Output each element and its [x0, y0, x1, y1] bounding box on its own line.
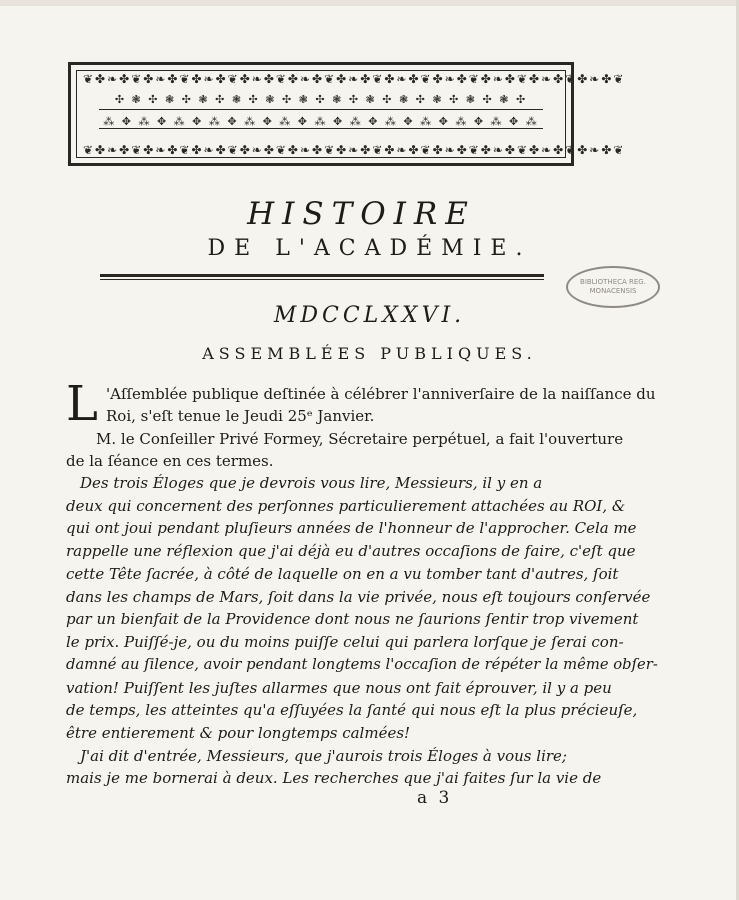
para1-line-1: 'Aſſemblée publique deſtinée à célébrer l'anniverſaire de la naiſſance du: [106, 385, 656, 403]
title-rule-thin: [100, 279, 544, 280]
para1-line-2: Roi, s'eſt tenue le Jeudi 25ᵉ Janvier.: [106, 407, 375, 425]
para2-line-2: de la ſéance en ces termes.: [66, 452, 274, 470]
speech-line: deux qui concernent des perſonnes particulierement attachées au ROI, &: [66, 497, 626, 515]
speech-line: J'ai dit d'entrée, Messieurs, que j'aurois trois Éloges à vous lire;: [80, 747, 567, 765]
speech-line: cette Tête ſacrée, à côté de laquelle on en a vu tomber tant d'autres, ſoit: [66, 565, 619, 583]
speech-line: damné au ſilence, avoir pendant longtems l'occaſion de répéter la même obſer-: [66, 656, 658, 673]
ornament-row-bottom: ❦✤❧✤❦✤❧✤❦✤❧✤❦✤❧✤❦✤❧✤❦✤❧✤❦✤❧✤❦✤❧✤❦✤❧✤❦✤❧✤❦✤❧✤❦: [83, 143, 626, 157]
speech-line: mais je me bornerai à deux. Les recherches que j'ai faites ſur la vie de: [66, 769, 602, 787]
drop-cap: L: [66, 376, 98, 432]
ornament-row-upper: ✣ ❃ ✣ ❃ ✣ ❃ ✣ ❃ ✣ ❃ ✣ ❃ ✣ ❃ ✣ ❃ ✣ ❃ ✣ ❃ ✣ ❃ ✣ ❃ ✣: [114, 93, 528, 106]
para2-line-1: M. le Conſeiller Privé Formey, Sécretaire perpétuel, a fait l'ouverture: [96, 430, 624, 448]
speech-line: par un bienfait de la Providence dont nous ne ſaurions ſentir trop vivement: [66, 610, 639, 628]
ornamental-headpiece: [68, 62, 626, 166]
speech-line: de temps, les atteintes qu'a eſſuyées la ſanté qui nous eſt la plus précieuſe,: [66, 701, 638, 719]
year-heading: MDCCLXXVI.: [273, 303, 466, 328]
page-title: HISTOIRE: [247, 196, 476, 232]
speech-line: vation! Puiſſent les juſtes allarmes que nous ont fait éprouver, il y a peu: [66, 679, 612, 697]
ornament-row-top: ❦✤❧✤❦✤❧✤❦✤❧✤❦✤❧✤❦✤❧✤❦✤❧✤❦✤❧✤❦✤❧✤❦✤❧✤❦✤❧✤❦✤❧✤❦: [83, 72, 626, 86]
stamp-text: BIBLIOTHECA REG. MONACENSIS: [580, 278, 646, 295]
signature-mark: a 3: [417, 788, 453, 808]
speech-line: rappelle une réflexion que j'ai déjà eu d'autres occaſions de faire, c'eſt que: [66, 542, 636, 560]
speech-line: qui ont joui pendant pluſieurs années de l'honneur de l'approcher. Cela me: [66, 519, 637, 537]
speech-line: le prix. Puiſſé-je, ou du moins puiſſe celui qui parlera lorſque je ſerai con-: [66, 633, 624, 651]
title-rule-thick: [100, 274, 544, 277]
ornament-row-lower: ⁂ ✥ ⁂ ✥ ⁂ ✥ ⁂ ✥ ⁂ ✥ ⁂ ✥ ⁂ ✥ ⁂ ✥ ⁂ ✥ ⁂ ✥ ⁂ ✥ ⁂ ✥ ⁂: [103, 115, 539, 128]
page-subtitle: DE L'ACADÉMIE.: [207, 236, 532, 261]
speech-line: être entierement & pour longtemps calmées!: [66, 724, 411, 742]
library-stamp: [566, 266, 660, 308]
speech-line: dans les champs de Mars, ſoit dans la vie privée, nous eſt toujours conſervée: [66, 588, 651, 606]
speech-line: Des trois Éloges que je devrois vous lire, Messieurs, il y en a: [80, 474, 543, 492]
section-heading: ASSEMBLÉES PUBLIQUES.: [202, 344, 537, 363]
page-top-edge: [0, 0, 739, 6]
